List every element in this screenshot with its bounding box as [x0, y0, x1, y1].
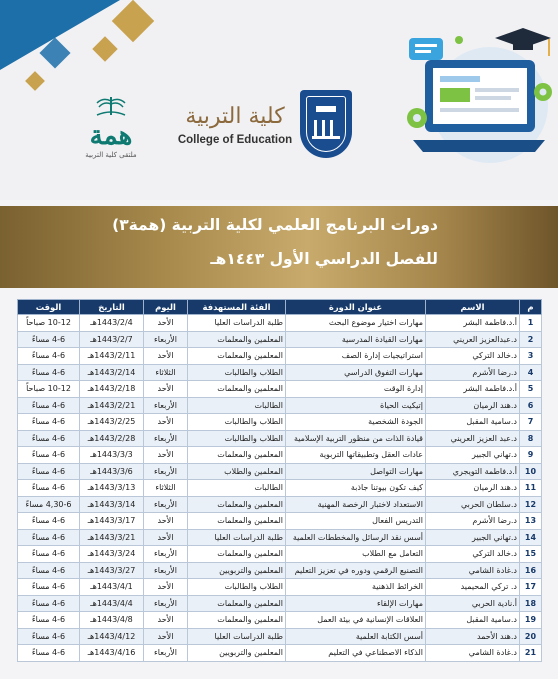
- row-audience: المعلمين والمعلمات: [188, 331, 286, 348]
- row-num: 2: [520, 331, 542, 348]
- row-day: الأحد: [144, 381, 188, 398]
- row-num: 9: [520, 447, 542, 464]
- row-audience: المعلمين والتربويين: [188, 645, 286, 662]
- row-day: الأحد: [144, 628, 188, 645]
- col-header-name: الاسم: [426, 300, 520, 315]
- row-date: 1443/3/14هـ: [80, 496, 144, 513]
- table-row: [18, 546, 542, 563]
- table-row: [18, 381, 542, 398]
- palm-swords-emblem: [91, 95, 131, 117]
- row-date: 1443/2/7هـ: [80, 331, 144, 348]
- row-title: الاستعداد لاختبار الرخصة المهنية: [286, 496, 426, 513]
- row-num: 16: [520, 562, 542, 579]
- row-date: 1443/3/24هـ: [80, 546, 144, 563]
- row-day: الأربعاء: [144, 645, 188, 662]
- row-date: 1443/4/8هـ: [80, 612, 144, 629]
- hemma-logo: [75, 95, 147, 175]
- title-banner: [0, 206, 558, 288]
- row-time: 10-12 صباحاً: [18, 315, 80, 332]
- row-audience: المعلمين والمعلمات: [188, 546, 286, 563]
- row-title: مهارات اختيار موضوع البحث: [286, 315, 426, 332]
- banner-subtitle: للفصل الدراسي الأول ١٤٤٣هـ: [210, 250, 438, 268]
- row-name: د. تركي المحيميد: [426, 579, 520, 596]
- row-name: د.عبدالعزيز العريني: [426, 331, 520, 348]
- row-name: أ.نادية الحربي: [426, 595, 520, 612]
- col-header-num: م: [520, 300, 542, 315]
- table-row: [18, 315, 542, 332]
- row-num: 17: [520, 579, 542, 596]
- row-time: 4-6 مساءً: [18, 628, 80, 645]
- row-name: د.غادة الشامي: [426, 562, 520, 579]
- row-title: مهارات التواصل: [286, 463, 426, 480]
- table-row: [18, 414, 542, 431]
- row-name: أ.د.فاطمة البشر: [426, 315, 520, 332]
- row-time: 4-6 مساءً: [18, 397, 80, 414]
- row-day: الأربعاء: [144, 562, 188, 579]
- row-audience: المعلمين والمعلمات: [188, 348, 286, 365]
- col-header-date: التاريخ: [80, 300, 144, 315]
- row-audience: الطلاب والطالبات: [188, 579, 286, 596]
- row-title: مهارات التفوق الدراسي: [286, 364, 426, 381]
- row-num: 10: [520, 463, 542, 480]
- row-title: عادات العقل وتطبيقاتها التربوية: [286, 447, 426, 464]
- row-num: 19: [520, 612, 542, 629]
- row-date: 1443/2/11هـ: [80, 348, 144, 365]
- row-time: 4,30-6 مساءً: [18, 496, 80, 513]
- row-audience: المعلمين والمعلمات: [188, 447, 286, 464]
- row-name: د.تهاني الجبير: [426, 529, 520, 546]
- row-name: د.رضا الأشرم: [426, 364, 520, 381]
- row-title: استراتيجيات إدارة الصف: [286, 348, 426, 365]
- row-name: د.خالد التركي: [426, 348, 520, 365]
- row-day: الأحد: [144, 414, 188, 431]
- row-num: 21: [520, 645, 542, 662]
- hemma-subtitle: ملتقى كلية التربية: [85, 151, 137, 159]
- row-day: الأحد: [144, 612, 188, 629]
- row-date: 1443/2/21هـ: [80, 397, 144, 414]
- row-time: 4-6 مساءً: [18, 331, 80, 348]
- row-num: 1: [520, 315, 542, 332]
- row-num: 14: [520, 529, 542, 546]
- row-day: الأربعاء: [144, 463, 188, 480]
- row-time: 4-6 مساءً: [18, 562, 80, 579]
- row-time: 4-6 مساءً: [18, 513, 80, 530]
- college-logo: [165, 100, 305, 170]
- row-num: 15: [520, 546, 542, 563]
- row-name: أ.د.فاطمة التويجري: [426, 463, 520, 480]
- row-time: 4-6 مساءً: [18, 364, 80, 381]
- row-time: 4-6 مساءً: [18, 595, 80, 612]
- row-num: 20: [520, 628, 542, 645]
- courses-table: [17, 299, 542, 662]
- row-num: 12: [520, 496, 542, 513]
- row-name: أ.د.فاطمة البشر: [426, 381, 520, 398]
- row-name: د.هند الأحمد: [426, 628, 520, 645]
- row-day: الأحد: [144, 529, 188, 546]
- row-title: التدريس الفعال: [286, 513, 426, 530]
- row-title: أسس نقد الرسائل والمخططات العلمية: [286, 529, 426, 546]
- table-row: [18, 430, 542, 447]
- table-row: [18, 579, 542, 596]
- row-day: الأربعاء: [144, 430, 188, 447]
- row-date: 1443/4/12هـ: [80, 628, 144, 645]
- row-title: الجودة الشخصية: [286, 414, 426, 431]
- row-time: 4-6 مساءً: [18, 529, 80, 546]
- row-date: 1443/3/6هـ: [80, 463, 144, 480]
- col-header-audience: الفئة المستهدفة: [188, 300, 286, 315]
- hemma-word: همة: [89, 121, 133, 151]
- row-day: الأحد: [144, 348, 188, 365]
- table-row: [18, 612, 542, 629]
- row-name: د.سلطان الحربي: [426, 496, 520, 513]
- row-num: 6: [520, 397, 542, 414]
- table-row: [18, 397, 542, 414]
- row-date: 1443/3/13هـ: [80, 480, 144, 497]
- row-date: 1443/3/3هـ: [80, 447, 144, 464]
- row-audience: طلبة الدراسات العليا: [188, 628, 286, 645]
- row-audience: المعلمين والمعلمات: [188, 381, 286, 398]
- col-header-title: عنوان الدورة: [286, 300, 426, 315]
- row-day: الأربعاء: [144, 331, 188, 348]
- row-name: د.رضا الأشرم: [426, 513, 520, 530]
- row-num: 18: [520, 595, 542, 612]
- row-date: 1443/4/1هـ: [80, 579, 144, 596]
- row-time: 4-6 مساءً: [18, 579, 80, 596]
- row-day: الأربعاء: [144, 496, 188, 513]
- row-date: 1443/3/21هـ: [80, 529, 144, 546]
- row-audience: الطلاب والطالبات: [188, 414, 286, 431]
- row-date: 1443/4/16هـ: [80, 645, 144, 662]
- row-name: د.سامية المقبل: [426, 414, 520, 431]
- elearning-illustration: [395, 20, 558, 180]
- row-num: 7: [520, 414, 542, 431]
- row-title: الذكاء الاصطناعي في التعليم: [286, 645, 426, 662]
- row-num: 11: [520, 480, 542, 497]
- row-date: 1443/2/4هـ: [80, 315, 144, 332]
- row-day: الأحد: [144, 447, 188, 464]
- row-audience: الطالبات: [188, 480, 286, 497]
- row-name: د.خالد التركي: [426, 546, 520, 563]
- table-body: [18, 315, 542, 662]
- row-day: الثلاثاء: [144, 480, 188, 497]
- table-row: [18, 529, 542, 546]
- table-row: [18, 496, 542, 513]
- row-num: 13: [520, 513, 542, 530]
- row-name: د.تهاني الجبير: [426, 447, 520, 464]
- row-title: مهارات القيادة المدرسية: [286, 331, 426, 348]
- table-row: [18, 480, 542, 497]
- row-name: د.عبد العزيز العريني: [426, 430, 520, 447]
- row-day: الأحد: [144, 315, 188, 332]
- col-header-day: اليوم: [144, 300, 188, 315]
- row-audience: طلبة الدراسات العليا: [188, 315, 286, 332]
- row-title: إتيكيت الحياة: [286, 397, 426, 414]
- table-header-row: [18, 300, 542, 315]
- row-time: 4-6 مساءً: [18, 480, 80, 497]
- table-row: [18, 645, 542, 662]
- row-day: الأربعاء: [144, 397, 188, 414]
- header: [0, 0, 558, 200]
- row-audience: المعلمين والمعلمات: [188, 496, 286, 513]
- row-day: الثلاثاء: [144, 364, 188, 381]
- table-row: [18, 513, 542, 530]
- college-name-ar: كلية التربية: [185, 104, 285, 129]
- row-audience: المعلمين والمعلمات: [188, 595, 286, 612]
- row-time: 4-6 مساءً: [18, 463, 80, 480]
- row-num: 8: [520, 430, 542, 447]
- row-audience: طلبة الدراسات العليا: [188, 529, 286, 546]
- table-row: [18, 348, 542, 365]
- row-time: 4-6 مساءً: [18, 447, 80, 464]
- row-title: التصنيع الرقمي ودوره في تعزيز التعليم: [286, 562, 426, 579]
- row-audience: المعلمين والمعلمات: [188, 513, 286, 530]
- row-audience: المعلمين والطلاب: [188, 463, 286, 480]
- table-row: [18, 562, 542, 579]
- row-audience: المعلمين والتربويين: [188, 562, 286, 579]
- table-row: [18, 364, 542, 381]
- table-row: [18, 628, 542, 645]
- university-shield-logo: [300, 90, 352, 158]
- row-title: التعامل مع الطلاب: [286, 546, 426, 563]
- row-title: قيادة الذات من منظور التربية الإسلامية: [286, 430, 426, 447]
- row-audience: المعلمين والمعلمات: [188, 612, 286, 629]
- row-audience: الطلاب والطالبات: [188, 364, 286, 381]
- row-time: 4-6 مساءً: [18, 645, 80, 662]
- row-day: الأربعاء: [144, 546, 188, 563]
- row-date: 1443/4/4هـ: [80, 595, 144, 612]
- row-date: 1443/2/18هـ: [80, 381, 144, 398]
- row-date: 1443/2/14هـ: [80, 364, 144, 381]
- row-name: د.غادة الشامي: [426, 645, 520, 662]
- row-name: د.هند الرميان: [426, 480, 520, 497]
- row-time: 4-6 مساءً: [18, 430, 80, 447]
- row-title: العلاقات الإنسانية في بيئة العمل: [286, 612, 426, 629]
- row-date: 1443/3/17هـ: [80, 513, 144, 530]
- row-title: أسس الكتابة العلمية: [286, 628, 426, 645]
- col-header-time: الوقت: [18, 300, 80, 315]
- row-title: كيف تكون بيوتنا جاذبة: [286, 480, 426, 497]
- row-day: الأحد: [144, 513, 188, 530]
- row-title: إدارة الوقت: [286, 381, 426, 398]
- row-day: الأحد: [144, 579, 188, 596]
- row-title: الخرائط الذهنية: [286, 579, 426, 596]
- row-title: مهارات الإلقاء: [286, 595, 426, 612]
- row-name: د.سامية المقبل: [426, 612, 520, 629]
- row-date: 1443/3/27هـ: [80, 562, 144, 579]
- row-num: 3: [520, 348, 542, 365]
- row-name: د.هند الرميان: [426, 397, 520, 414]
- banner-title: دورات البرنامج العلمي لكلية التربية (همة٣): [112, 216, 438, 234]
- row-time: 4-6 مساءً: [18, 348, 80, 365]
- table-row: [18, 331, 542, 348]
- table-row: [18, 447, 542, 464]
- row-num: 5: [520, 381, 542, 398]
- row-day: الأربعاء: [144, 595, 188, 612]
- table-row: [18, 463, 542, 480]
- row-time: 4-6 مساءً: [18, 546, 80, 563]
- gold-diamond: [25, 71, 45, 91]
- row-time: 10-12 صباحاً: [18, 381, 80, 398]
- row-date: 1443/2/25هـ: [80, 414, 144, 431]
- table-row: [18, 595, 542, 612]
- row-audience: الطلاب والطالبات: [188, 430, 286, 447]
- row-time: 4-6 مساءً: [18, 414, 80, 431]
- row-date: 1443/2/28هـ: [80, 430, 144, 447]
- college-name-en: College of Education: [177, 134, 293, 146]
- row-time: 4-6 مساءً: [18, 612, 80, 629]
- row-audience: الطالبات: [188, 397, 286, 414]
- row-num: 4: [520, 364, 542, 381]
